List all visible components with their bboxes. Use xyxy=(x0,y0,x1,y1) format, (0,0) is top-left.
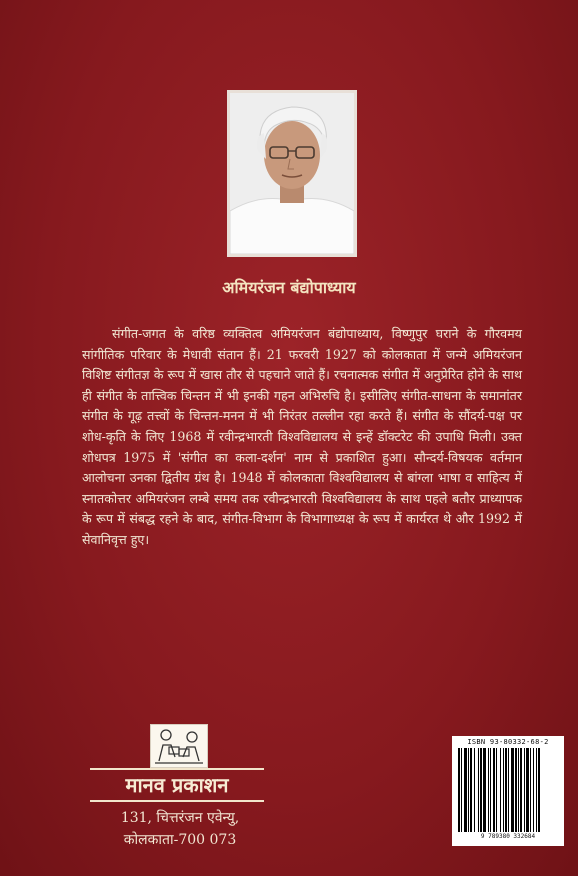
barcode-bar xyxy=(458,748,460,832)
barcode-bar xyxy=(483,748,486,832)
barcode-bar xyxy=(464,748,467,832)
barcode-digits: 9 789380 332684 xyxy=(480,833,536,840)
barcode-bar xyxy=(474,748,475,832)
barcode-bar xyxy=(530,748,531,832)
isbn-text: ISBN 93-80332-68-2 xyxy=(467,738,549,746)
barcode-bar xyxy=(496,748,497,832)
publisher-address-line2: कोलकाता-700 073 xyxy=(123,832,237,848)
barcode-bars xyxy=(456,748,560,832)
publisher-logo xyxy=(150,724,208,768)
barcode-bar xyxy=(480,748,482,832)
barcode-bar xyxy=(518,748,519,832)
barcode-bar xyxy=(500,748,501,832)
barcode-bar xyxy=(478,748,479,832)
barcode-bar xyxy=(493,748,495,832)
barcode-bar xyxy=(511,748,514,832)
barcode-bar xyxy=(508,748,509,832)
author-bio-paragraph: संगीत-जगत के वरिष्ठ व्यक्तित्व अमियरंजन बंद्योपाध्याय, विष्णुपुर घराने के गौरवमय सांगीतिक परिवार के मेधावी संतान हैं। 21 फरवरी 1927 को कोलकाता में जन्मे अमियरंजन विशिष्ट संगीतज्ञ के रूप में खास तौर से पहचाने जाते हैं। रचनात्मक संगीत में अनुप्रेरित होने के साथ ही संगीत के तात्त्विक चिन्तन में भी इनकी गहन अभिरुचि है। इसीलिए संगीत-साधना के समानांतर संगीत के गूढ़ तत्त्वों के चिन्तन-मनन में भी निरंतर तल्लीन रहा करते हैं। संगीत के सौंदर्य-पक्ष पर शोध-कृति के लिए 1968 में रवीन्द्रभारती विश्वविद्यालय से इन्हें डॉक्टरेट की उपाधि मिली। उक्त शोधपत्र 1975 में 'संगीत का कला-दर्शन' नाम से प्रकाशित हुआ। सौन्दर्य-विषयक वर्तमान आलोचना उनका द्वितीय ग्रंथ है। 1948 में कोलकाता विश्वविद्यालय से बांग्ला भाषा व साहित्य में स्नातकोत्तर अमियरंजन लम्बे समय तक रवीन्द्रभारती विश्वविद्यालय के साथ पहले बतौर प्राध्यापक के रूप में संबद्ध रहने के बाद, संगीत-विभाग के विभागाध्यक्ष के रूप में कार्यरत थे और 1992 में सेवानिवृत्त हुए। xyxy=(82,326,522,547)
barcode-bar xyxy=(526,748,529,832)
author-photo xyxy=(227,90,357,257)
barcode-bar xyxy=(488,748,489,832)
barcode-bar xyxy=(533,748,534,832)
isbn-barcode xyxy=(452,736,564,846)
barcode-bar xyxy=(515,748,517,832)
barcode-bar xyxy=(470,748,472,832)
publisher-address-line1: 131, चित्तरंजन एवेन्यु, xyxy=(120,810,240,826)
barcode-bar xyxy=(520,748,522,832)
barcode-bar xyxy=(536,748,537,832)
barcode-bar xyxy=(538,748,540,832)
barcode-bar xyxy=(524,748,525,832)
barcode-bar xyxy=(490,748,491,832)
barcode-bar xyxy=(461,748,462,832)
barcode-bar xyxy=(503,748,504,832)
barcode-bar xyxy=(468,748,469,832)
author-name: अमियरंजन बंद्योपाध्याय xyxy=(222,278,356,297)
publisher-name: मानव प्रकाशन xyxy=(90,768,264,802)
barcode-bar xyxy=(505,748,507,832)
